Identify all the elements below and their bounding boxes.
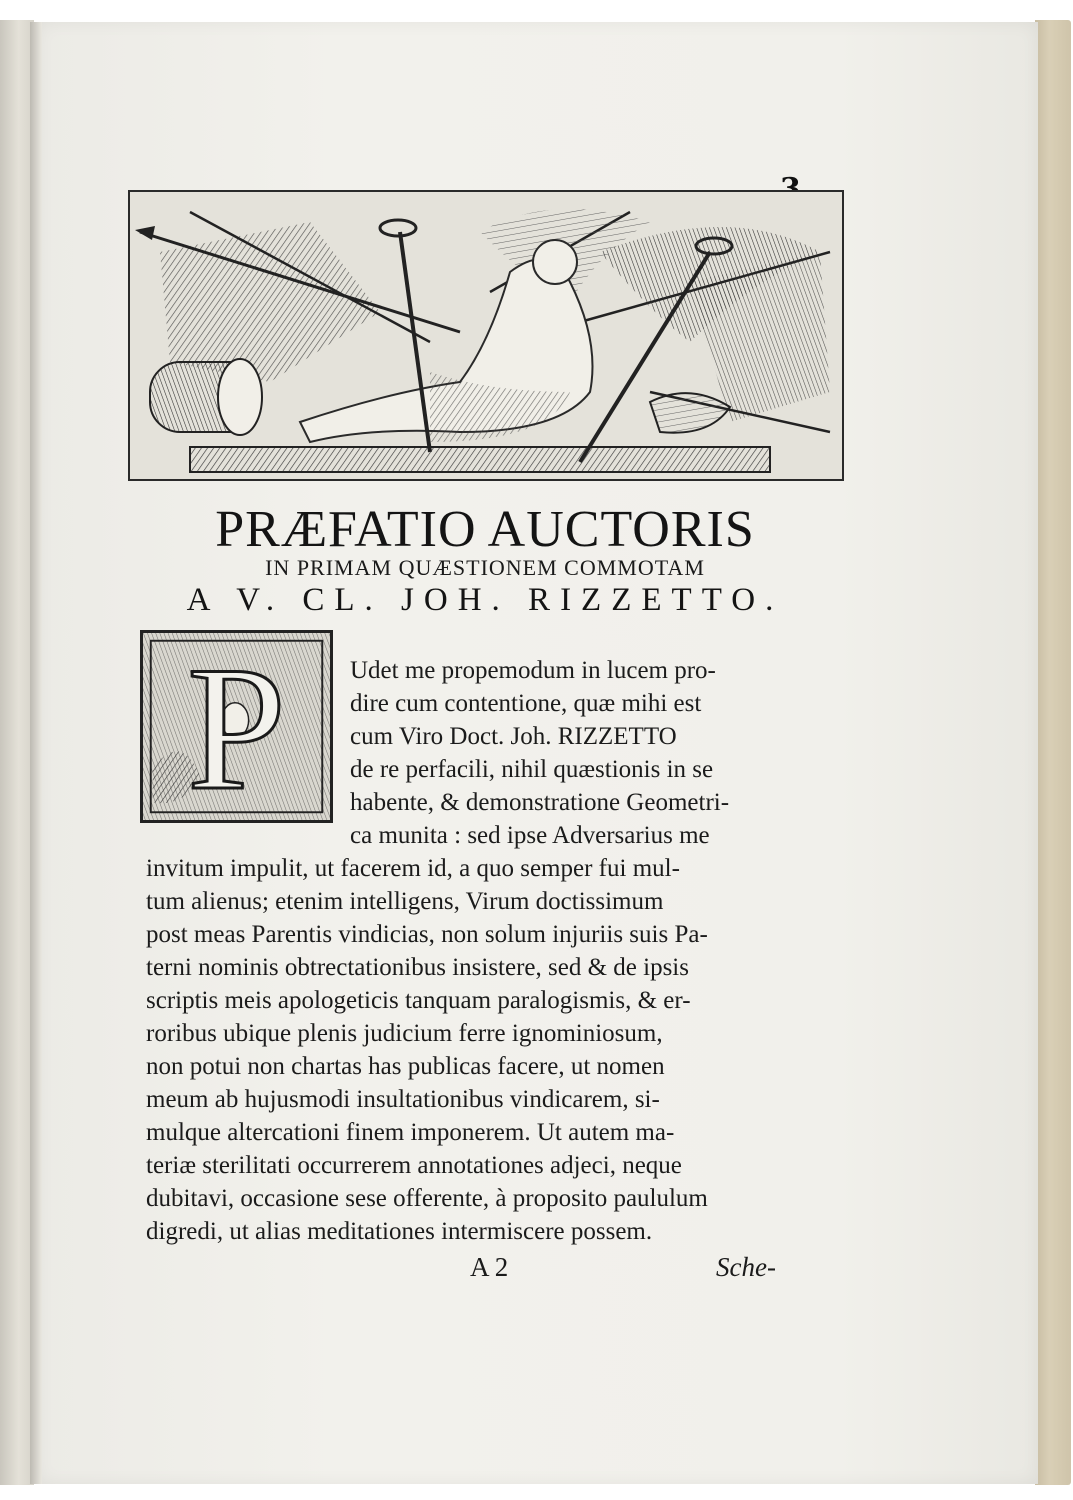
left-page-edge	[0, 20, 34, 1485]
text-line: dubitavi, occasione sese offerente, à proposito paululum	[146, 1185, 708, 1212]
signature-mark: A 2	[470, 1252, 509, 1282]
text-line: meum ab hujusmodi insultationibus vindicarem, si-	[146, 1086, 660, 1113]
text-line: Udet me propemodum in lucem pro-	[350, 657, 716, 684]
text-line: ca munita : sed ipse Adversarius me	[350, 822, 710, 849]
page-byline: A V. CL. JOH. RIZZETTO.	[186, 582, 784, 618]
text-line: terni nominis obtrectationibus insistere, sed & de ipsis	[146, 954, 689, 981]
text-line: teriæ sterilitati occurrerem annotationes adjeci, neque	[146, 1152, 682, 1179]
page-title: PRÆFATIO AUCTORIS	[215, 501, 755, 558]
initial-letter: P	[187, 629, 286, 827]
page-subtitle: IN PRIMAM QUÆSTIONEM COMMOTAM	[265, 555, 705, 580]
allegorical-figure-engraving	[130, 192, 842, 479]
text-line: de re perfacili, nihil quæstionis in se	[350, 756, 714, 783]
text-line: tum alienus; etenim intelligens, Virum doctissimum	[146, 888, 664, 915]
decorated-initial	[140, 629, 333, 827]
text-line: dire cum contentione, quæ mihi est	[350, 690, 702, 717]
text-line: cum Viro Doct. Joh. RIZZETTO	[350, 723, 677, 750]
text-line: invitum impulit, ut facerem id, a quo semper fui mul-	[146, 855, 680, 882]
text-line: mulque altercationi finem imponerem. Ut autem ma-	[146, 1119, 675, 1146]
text-line: digredi, ut alias meditationes intermiscere possem.	[146, 1218, 653, 1245]
text-line: non potui non chartas has publicas facere, ut nomen	[146, 1053, 665, 1080]
book-cover-edge	[1035, 20, 1071, 1485]
text-line: scriptis meis apologeticis tanquam paralogismis, & er-	[146, 987, 691, 1014]
text-line: post meas Parentis vindicias, non solum injuriis suis Pa-	[146, 921, 708, 948]
gutter	[30, 22, 42, 1484]
text-line: roribus ubique plenis judicium ferre ignominiosum,	[146, 1020, 663, 1047]
text-line: habente, & demonstratione Geometri-	[350, 789, 730, 816]
catchword: Sche-	[716, 1252, 776, 1282]
engraved-headpiece	[128, 190, 844, 481]
